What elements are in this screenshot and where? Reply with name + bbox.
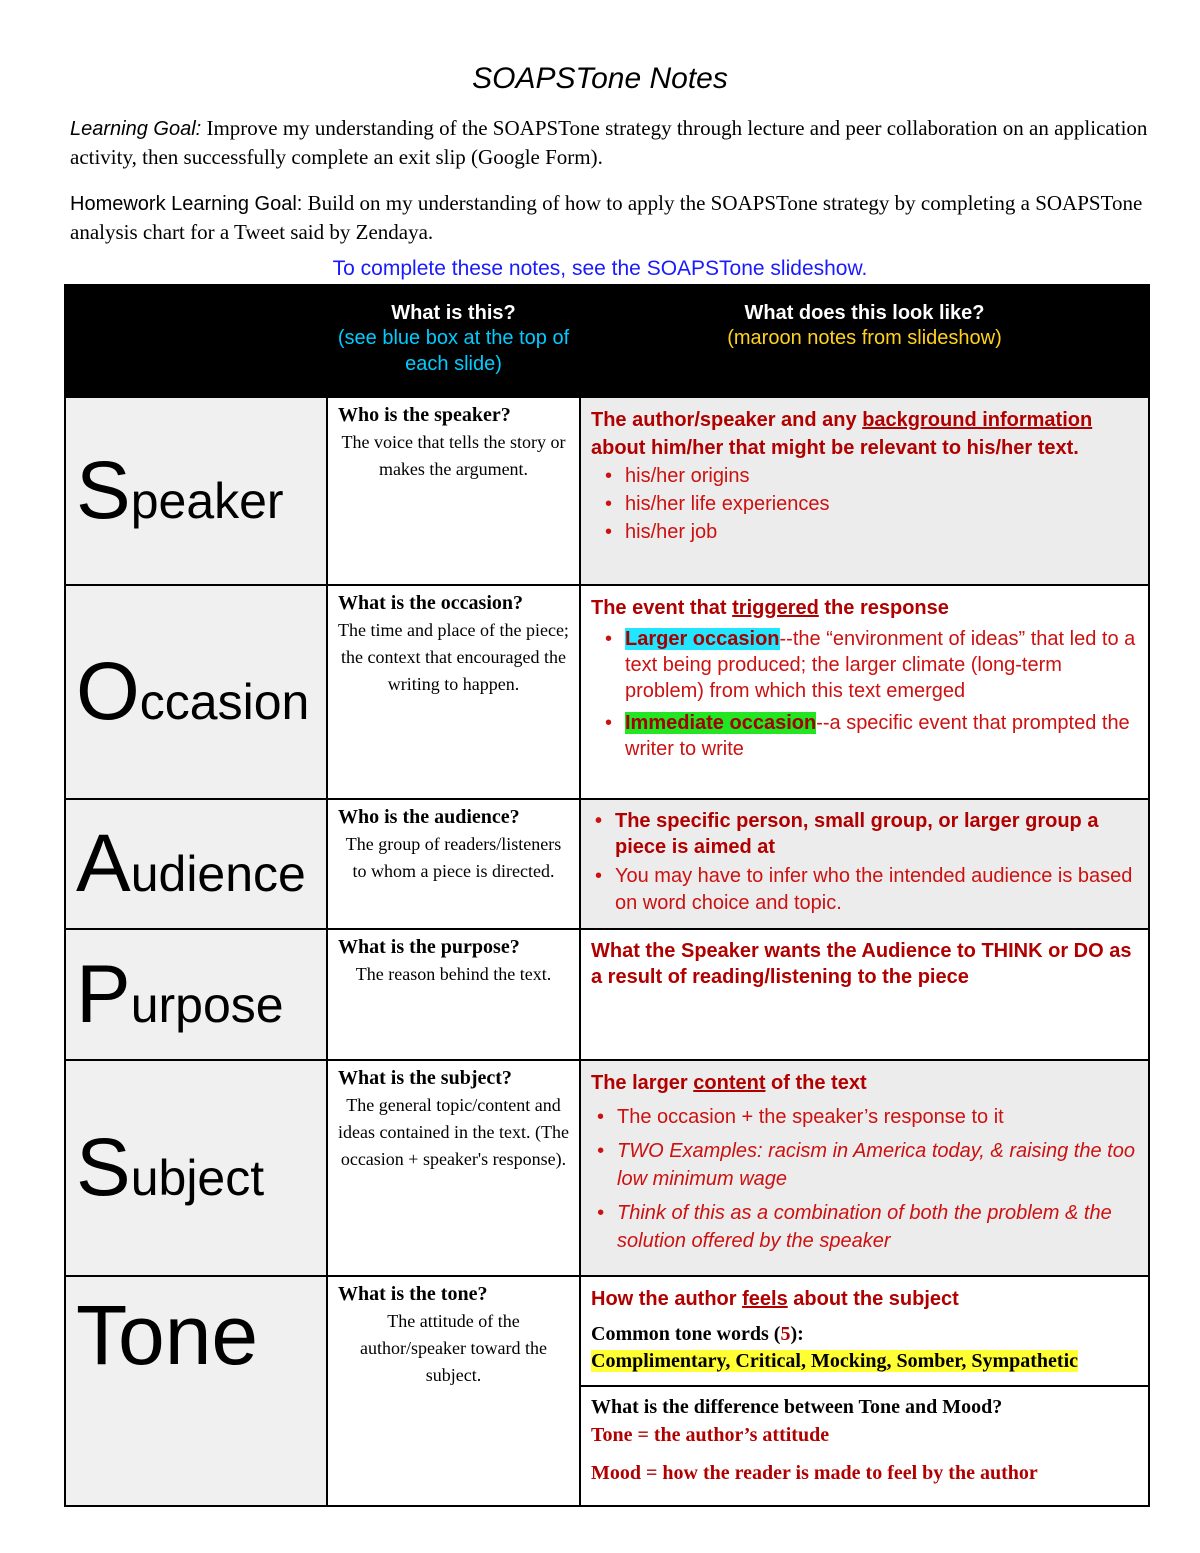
header-col2-title: What is this? xyxy=(391,302,516,324)
list-item: • You may have to infer who the intended audience is based on word choice and topic. xyxy=(615,863,1138,917)
page-title: SOAPSTone Notes xyxy=(472,62,728,95)
word-purpose: Purpose xyxy=(65,929,327,1060)
word-subject: Subject xyxy=(65,1060,327,1276)
list-item: • Larger occasion--the “environment of ideas” that led to a text being produced; the larger climate (long-term problem) from which this text emerged xyxy=(625,626,1138,704)
def-purpose xyxy=(327,929,580,1060)
list-item: • Immediate occasion--a specific event that prompted the writer to write xyxy=(625,710,1138,762)
word-audience: Audience xyxy=(65,799,327,929)
notes-subject xyxy=(580,1060,1149,1276)
def-audience xyxy=(327,799,580,929)
row-speaker xyxy=(65,397,1149,585)
tone-main: How the author feels about the subject xyxy=(591,1288,959,1310)
notes-purpose xyxy=(580,929,1149,1060)
tone-definition: Tone = the author’s attitude xyxy=(591,1424,830,1446)
instructions: To complete these notes, see the SOAPSTone slideshow. xyxy=(332,257,868,280)
def-occasion xyxy=(327,585,580,799)
def-tone xyxy=(327,1276,580,1506)
def-speaker xyxy=(327,397,580,585)
list-item: • The occasion + the speaker’s response to it xyxy=(617,1103,1138,1131)
row-occasion xyxy=(65,585,1149,799)
table-header xyxy=(65,285,1149,397)
list-item: • his/her life experiences xyxy=(625,490,1138,518)
row-tone xyxy=(65,1276,1149,1506)
homework-goal-text: Build on my understanding of how to apply the SOAPSTone strategy by completing a SOAPSTone analysis chart for a Tweet said by Zendaya. xyxy=(70,191,1143,244)
notes-tone xyxy=(580,1276,1149,1506)
row-purpose xyxy=(65,929,1149,1060)
learning-goal-text: Improve my understanding of the SOAPSTone strategy through lecture and peer collaboration on an application activity, then successfully complete an exit slip (Google Form). xyxy=(70,116,1148,169)
notes-audience xyxy=(580,799,1149,929)
list-item: • his/her job xyxy=(625,518,1138,546)
question-subject: What is the subject? xyxy=(338,1067,512,1089)
row-audience xyxy=(65,799,1149,929)
subject-main: The larger content of the text xyxy=(591,1072,867,1094)
definition-subject: The general topic/content and ideas contained in the text. (The occasion + speaker's response). xyxy=(338,1095,569,1169)
header-col3-title: What does this look like? xyxy=(744,302,985,324)
header-blank xyxy=(65,285,327,397)
homework-goal xyxy=(70,189,1150,246)
learning-goal-label: Learning Goal: xyxy=(70,118,202,140)
notes-occasion xyxy=(580,585,1149,799)
occasion-bullets xyxy=(591,626,1138,762)
header-col3-sub: (maroon notes from slideshow) xyxy=(727,327,1002,349)
row-subject xyxy=(65,1060,1149,1276)
purpose-main: What the Speaker wants the Audience to THINK or DO as a result of reading/listening to the piece xyxy=(591,940,1132,988)
homework-goal-label: Homework Learning Goal: xyxy=(70,193,303,215)
question-purpose: What is the purpose? xyxy=(338,936,520,958)
word-speaker: Speaker xyxy=(65,397,327,585)
list-item: • his/her origins xyxy=(625,462,1138,490)
definition-tone: The attitude of the author/speaker toward the subject. xyxy=(360,1311,547,1385)
header-what-is-this xyxy=(327,285,580,397)
question-occasion: What is the occasion? xyxy=(338,592,523,614)
definition-speaker: The voice that tells the story or makes the argument. xyxy=(341,432,566,479)
def-subject xyxy=(327,1060,580,1276)
soapstone-table xyxy=(64,284,1150,1507)
question-audience: Who is the audience? xyxy=(338,806,520,828)
tone-words-list: Complimentary, Critical, Mocking, Somber, Sympathetic xyxy=(591,1350,1079,1372)
list-item: • The specific person, small group, or larger group a piece is aimed at xyxy=(615,808,1138,860)
learning-goal xyxy=(70,114,1150,171)
speaker-main: The author/speaker and any background information about him/her that might be relevant to his/her text. xyxy=(591,409,1093,459)
subject-bullets xyxy=(591,1103,1138,1255)
header-col2-sub: (see blue box at the top of each slide) xyxy=(337,327,570,375)
question-tone: What is the tone? xyxy=(338,1283,488,1305)
definition-audience: The group of readers/listeners to whom a piece is directed. xyxy=(345,834,562,881)
speaker-bullets xyxy=(591,462,1138,546)
question-speaker: Who is the speaker? xyxy=(338,404,511,426)
occasion-main: The event that triggered the response xyxy=(591,597,949,619)
header-what-does-this-look-like xyxy=(580,285,1149,397)
tone-mood-difference xyxy=(581,1385,1148,1487)
word-occasion: Occasion xyxy=(65,585,327,799)
notes-speaker xyxy=(580,397,1149,585)
word-tone: Tone xyxy=(65,1276,327,1506)
list-item: • TWO Examples: racism in America today, & raising the too low minimum wage xyxy=(617,1137,1138,1193)
tone-common-words: Common tone words (5): Complimentary, Critical, Mocking, Somber, Sympathetic xyxy=(591,1323,1079,1372)
definition-occasion: The time and place of the piece; the context that encouraged the writing to happen. xyxy=(338,620,569,694)
definition-purpose: The reason behind the text. xyxy=(355,964,552,984)
tone-mood-question: What is the difference between Tone and Mood? xyxy=(591,1396,1003,1418)
list-item: • Think of this as a combination of both the problem & the solution offered by the speaker xyxy=(617,1199,1138,1255)
audience-bullets xyxy=(581,808,1138,917)
mood-definition: Mood = how the reader is made to feel by the author xyxy=(591,1462,1038,1484)
